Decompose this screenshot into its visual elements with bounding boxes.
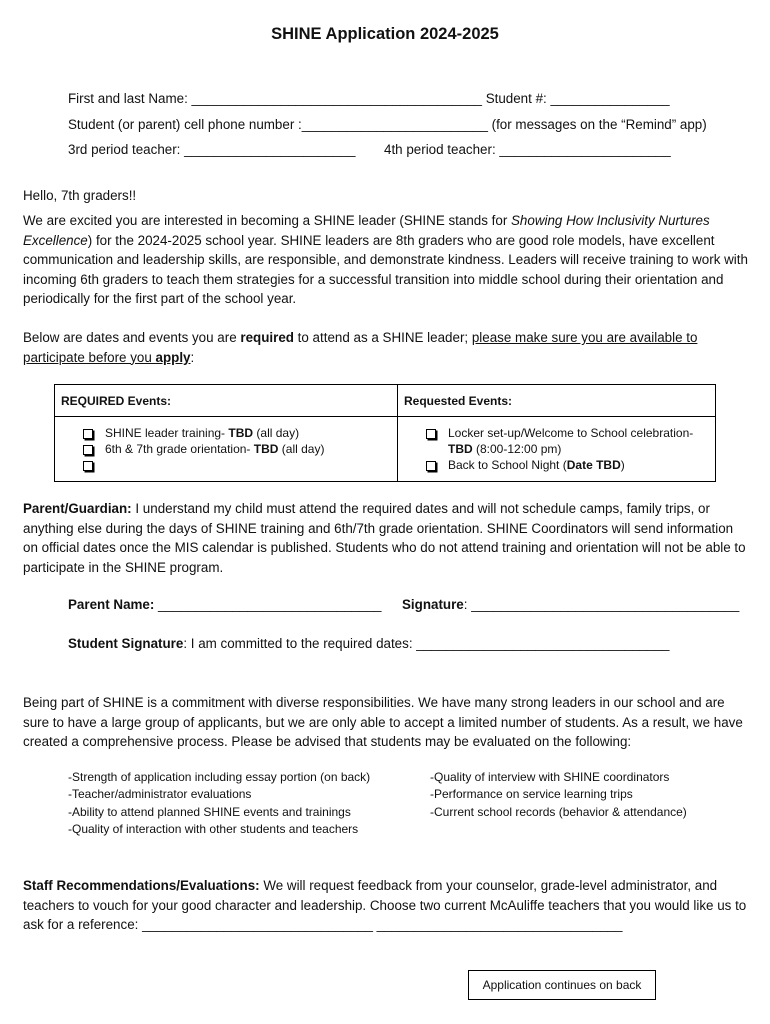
checkbox-icon[interactable] [83, 461, 93, 471]
third-period-teacher-field[interactable]: 3rd period teacher: _______________________ [68, 142, 356, 157]
events-table [54, 384, 716, 482]
list-item[interactable] [83, 457, 391, 471]
parent-signature-row[interactable] [68, 597, 381, 612]
page-title: SHINE Application 2024-2025 [271, 25, 499, 43]
staff-recommendations-paragraph [23, 876, 749, 935]
continues-on-back-box: Application continues on back [468, 970, 656, 1000]
required-events-header: REQUIRED Events: [55, 385, 398, 417]
required-text-f: : [190, 349, 195, 365]
greeting: Hello, 7th graders!! [23, 188, 137, 203]
checkbox-icon[interactable] [426, 429, 436, 439]
commitment-paragraph: Being part of SHINE is a commitment with diverse responsibilities. We have many strong leaders in our school and are sure to have a large group of applicants, but we are only able to accept a limited number of students. As a result, we have created a comprehensive process. Please be advised that students may be evaluated on the following: [23, 695, 743, 750]
signature-field[interactable]: : ____________________________________ [463, 597, 740, 612]
list-item[interactable]: Locker set-up/Welcome to School celebration- TBD (8:00-12:00 pm) [426, 425, 709, 457]
intro-text-1: We are excited you are interested in becoming a SHINE leader (SHINE stands for [23, 213, 511, 228]
required-text-a: Below are dates and events you are [23, 330, 241, 345]
criteria-right-list [430, 769, 687, 821]
required-events-list [55, 417, 398, 482]
requested-events-list [398, 417, 716, 482]
list-item: -Performance on service learning trips [430, 787, 633, 802]
parent-guardian-label: Parent/Guardian: [23, 501, 132, 516]
phone-field[interactable]: Student (or parent) cell phone number :_________________________ (for messages on the “Remind” app) [68, 117, 707, 132]
checkbox-icon[interactable] [83, 445, 93, 455]
required-paragraph [23, 328, 749, 367]
fourth-period-teacher-field[interactable]: 4th period teacher: _______________________ [384, 142, 671, 157]
signature-label: Signature [402, 597, 464, 612]
staff-recommendations-label: Staff Recommendations/Evaluations: [23, 878, 260, 893]
list-item: -Quality of interaction with other students and teachers [68, 822, 359, 837]
list-item[interactable]: 6th & 7th grade orientation- TBD (all day) [83, 441, 391, 457]
intro-text-2: ) for the 2024-2025 school year. SHINE leaders are 8th graders who are good role models, have excellent communication and leadership skills, are responsible, and demonstrate kindness. Leaders will receive training to work with incoming 6th graders to teach them strategies for a successful transition into middle school during their orientation and periodically for the first part of the school year. [23, 232, 748, 307]
list-item: -Current school records (behavior & attendance) [430, 804, 687, 819]
student-signature-label: Student Signature [68, 636, 184, 651]
signature-row[interactable] [402, 597, 739, 612]
parent-guardian-paragraph [23, 499, 749, 577]
list-item[interactable]: Back to School Night (Date TBD) [426, 457, 709, 473]
intro-paragraph [23, 211, 749, 309]
parent-name-field[interactable]: ______________________________ [154, 597, 382, 612]
requested-events-header: Requested Events: [398, 385, 716, 417]
parent-name-label: Parent Name: [68, 597, 155, 612]
required-text-c: to attend as a SHINE leader; [293, 330, 472, 345]
list-item: -Quality of interview with SHINE coordinators [430, 770, 670, 784]
list-item[interactable]: SHINE leader training- TBD (all day) [83, 425, 391, 441]
criteria-left-list [68, 769, 370, 839]
required-text-d: please make sure you are available to participate before you [23, 330, 698, 365]
checkbox-icon[interactable] [83, 429, 93, 439]
student-signature-row[interactable] [68, 636, 669, 651]
checkbox-icon[interactable] [426, 461, 436, 471]
parent-guardian-text: I understand my child must attend the required dates and will not schedule camps, family trips, or anything else during the days of SHINE training and 6th/7th grade orientation. SHINE Coordinators will send information on official dates once the MIS calendar is published. Students who do not attend training and orientation will not be able to participate in the SHINE program. [23, 501, 746, 575]
list-item: -Strength of application including essay portion (on back) [68, 770, 371, 784]
shine-acronym: Showing How Inclusivity Nurtures Excellence [23, 213, 710, 248]
student-signature-field[interactable]: : I am committed to the required dates: __________________________________ [183, 636, 670, 651]
staff-recommendations-text[interactable]: We will request feedback from your counselor, grade-level administrator, and teachers to vouch for your good character and leadership. Choose two current McAuliffe teachers that you would like us to ask for a reference: _______________________________ _________________________________ [23, 878, 747, 933]
required-text-b: required [240, 330, 294, 345]
name-student-number-field[interactable]: First and last Name: _______________________________________ Student #: ________________ [68, 91, 670, 106]
required-text-e: apply [155, 349, 191, 365]
list-item: -Ability to attend planned SHINE events and trainings [68, 804, 351, 819]
list-item: -Teacher/administrator evaluations [68, 787, 252, 802]
